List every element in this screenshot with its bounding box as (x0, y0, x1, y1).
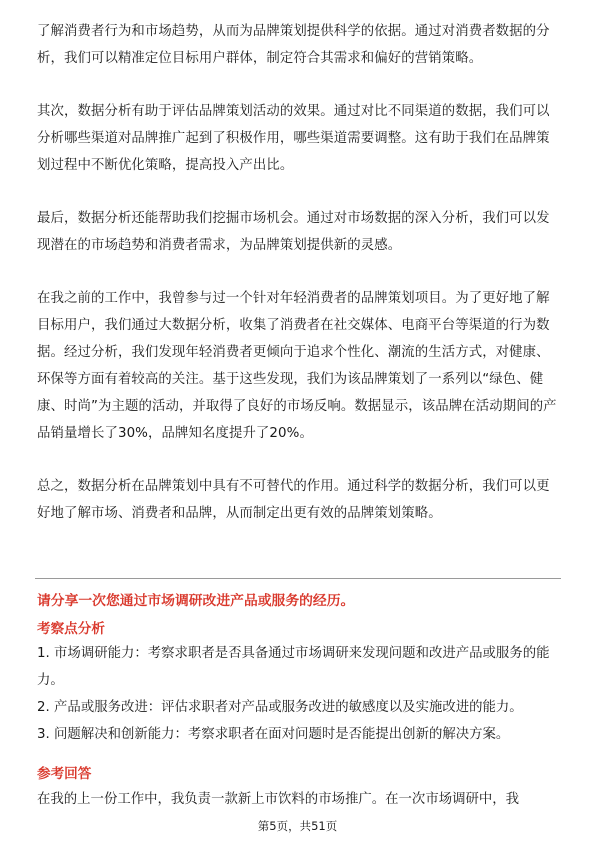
paragraph-5: 总之，数据分析在品牌策划中具有不可替代的作用。通过科学的数据分析，我们可以更好地了解市场、消费者和品牌，从而制定出更有效的品牌策划策略。 (37, 479, 550, 521)
document-body (37, 18, 561, 527)
reference-heading: 参考回答 (37, 766, 92, 782)
paragraph-2: 其次，数据分析有助于评估品牌策划活动的效果。通过对比不同渠道的数据，我们可以分析哪些渠道对品牌推广起到了积极作用，哪些渠道需要调整。这有助于我们在品牌策划过程中不断优化策略，提高投入产出比。 (37, 104, 550, 173)
section-divider (35, 578, 561, 579)
analysis-item-3: 3. 问题解决和创新能力：考察求职者在面对问题时是否能提出创新的解决方案。 (37, 727, 510, 742)
paragraph-3: 最后，数据分析还能帮助我们挖掘市场机会。通过对市场数据的深入分析，我们可以发现潜在的市场趋势和消费者需求，为品牌策划提供新的灵感。 (37, 211, 550, 253)
reference-answer: 在我的上一份工作中，我负责一款新上市饮料的市场推广。在一次市场调研中，我 (37, 792, 520, 807)
analysis-item-2: 2. 产品或服务改进：评估求职者对产品或服务改进的敏感度以及实施改进的能力。 (37, 700, 523, 715)
analysis-item-1: 1. 市场调研能力：考察求职者是否具备通过市场调研来发现问题和改进产品或服务的能力。 (37, 646, 550, 688)
paragraph-1: 了解消费者行为和市场趋势，从而为品牌策划提供科学的依据。通过对消费者数据的分析，我们可以精准定位目标用户群体，制定符合其需求和偏好的营销策略。 (37, 24, 550, 66)
page-number: 第5页，共51页 (257, 819, 338, 833)
analysis-heading: 考察点分析 (37, 621, 105, 637)
question-title: 请分享一次您通过市场调研改进产品或服务的经历。 (37, 593, 355, 609)
paragraph-4: 在我之前的工作中，我曾参与过一个针对年轻消费者的品牌策划项目。为了更好地了解目标用户，我们通过大数据分析，收集了消费者在社交媒体、电商平台等渠道的行为数据。经过分析，我们发现年轻消费者更倾向于追求个性化、潮流的生活方式，对健康、环保等方面有着较高的关注。基于这些发现，我们为该品牌策划了一系列以“绿色、健康、时尚”为主题的活动，并取得了良好的市场反响。数据显示，该品牌在活动期间的产品销量增长了30%，品牌知名度提升了20%。 (37, 291, 557, 441)
